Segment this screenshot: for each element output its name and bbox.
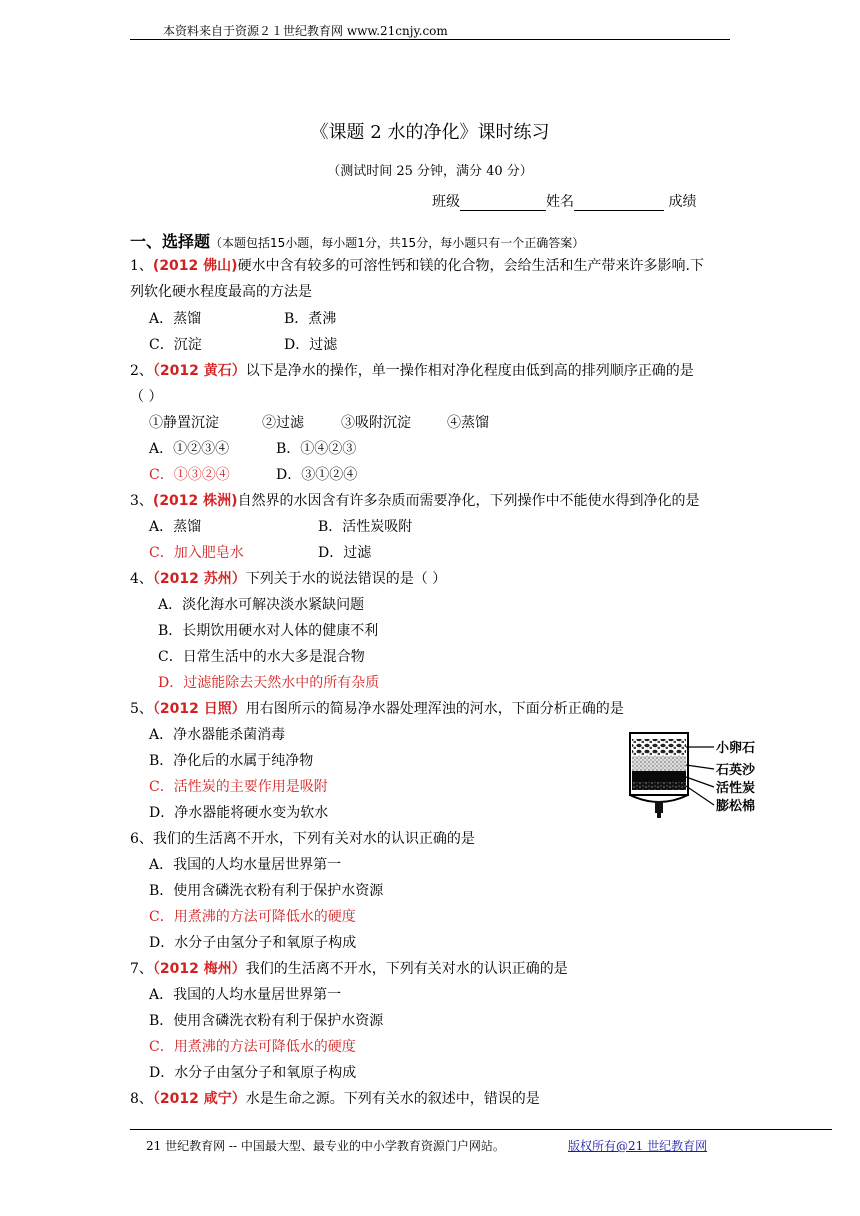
header-rule [130, 39, 730, 40]
q4-option-b: B．长期饮用硬水对人体的健康不利 [158, 623, 379, 639]
q1-number: 1、 [130, 258, 153, 274]
carbon-layer [632, 771, 686, 782]
q1-option-d: D．过滤 [284, 337, 338, 353]
footer-rule [130, 1129, 832, 1130]
question-1 [130, 255, 704, 275]
q6-number: 6、 [130, 831, 153, 847]
q7-option-d: D．水分子由氢分子和氧原子构成 [149, 1065, 357, 1081]
section-title: 一、选择题 [130, 232, 211, 251]
q7-source: （2012 梅州） [152, 961, 246, 977]
footer-copyright-link[interactable]: 版权所有@21 世纪教育网 [568, 1139, 708, 1153]
q5-option-b: B．净化后的水属于纯净物 [149, 753, 314, 769]
q1-text: 硬水中含有较多的可溶性钙和镁的化合物，会给生活和生产带来许多影响.下 [237, 258, 705, 274]
q1-source: (2012 佛山) [152, 258, 238, 274]
cotton-layer [632, 782, 686, 790]
label-sand: 石英沙 [716, 763, 756, 778]
q7-option-b: B．使用含磷洗衣粉有利于保护水资源 [149, 1013, 384, 1029]
label-pebbles: 小卵石 [716, 741, 756, 756]
q4-option-a: A．淡化海水可解决淡水紧缺问题 [158, 597, 365, 613]
q2-option-d: D．③①②④ [276, 467, 358, 483]
score-label: 成绩 [668, 194, 697, 210]
q2-option-c: C．①③②④ [149, 467, 230, 483]
q6-option-a: A．我国的人均水量居世界第一 [149, 857, 342, 873]
page-title: 《课题 2 水的净化》课时练习 [310, 122, 550, 143]
q5-option-c: C．活性炭的主要作用是吸附 [149, 779, 328, 795]
q7-option-a: A．我国的人均水量居世界第一 [149, 987, 342, 1003]
sand-layer [632, 756, 686, 771]
q2-op-3: ③吸附沉淀 [341, 415, 411, 431]
class-blank[interactable] [460, 195, 546, 211]
footer-text: 21 世纪教育网 -- 中国最大型、最专业的中小学教育资源门户网站。 [146, 1139, 505, 1153]
class-label: 班级 [432, 194, 460, 210]
q2-paren: （ ） [130, 389, 163, 405]
q6-option-c: C．用煮沸的方法可降低水的硬度 [149, 909, 356, 925]
q4-number: 4、 [130, 571, 153, 587]
q7-option-c: C．用煮沸的方法可降低水的硬度 [149, 1039, 356, 1055]
q4-text: 下列关于水的说法错误的是（ ） [245, 571, 447, 587]
q4-option-d: D．过滤能除去天然水中的所有杂质 [158, 675, 380, 691]
page-header: 本资料来自于资源２１世纪教育网 www.21cnjy.com [163, 24, 448, 38]
q1-option-a: A．蒸馏 [149, 311, 202, 327]
q3-option-c: C．加入肥皂水 [149, 545, 244, 561]
q3-option-d: D．过滤 [318, 545, 372, 561]
q2-op-4: ④蒸馏 [447, 415, 489, 431]
q2-op-1: ①静置沉淀 [149, 415, 219, 431]
question-5 [130, 698, 624, 718]
outlet-valve [655, 801, 663, 813]
q2-number: 2、 [130, 363, 153, 379]
water-purifier-diagram [620, 725, 780, 840]
water-purifier-figure [620, 725, 780, 840]
question-4 [130, 568, 446, 588]
q1-option-c: C．沉淀 [149, 337, 202, 353]
q6-text: 我们的生活离不开水，下列有关对水的认识正确的是 [152, 831, 475, 847]
name-blank[interactable] [574, 195, 664, 211]
question-2 [130, 360, 694, 380]
q2-option-a: A．①②③④ [149, 441, 230, 457]
section-note: （本题包括15小题，每小题1分，共15分，每小题只有一个正确答案） [210, 236, 585, 250]
question-6 [130, 828, 475, 848]
q7-number: 7、 [130, 961, 153, 977]
q5-option-d: D．净水器能将硬水变为软水 [149, 805, 329, 821]
q2-source: （2012 黄石） [152, 363, 246, 379]
q6-option-d: D．水分子由氢分子和氧原子构成 [149, 935, 357, 951]
q3-source: (2012 株洲) [152, 493, 238, 509]
q5-number: 5、 [130, 701, 153, 717]
q1-text-cont: 列软化硬水程度最高的方法是 [130, 284, 312, 300]
q3-option-a: A．蒸馏 [149, 519, 202, 535]
q8-text: 水是生命之源。下列有关水的叙述中，错误的是 [245, 1091, 540, 1107]
label-cotton: 膨松棉 [716, 799, 756, 814]
q5-text: 用右图所示的简易净水器处理浑浊的河水，下面分析正确的是 [245, 701, 624, 717]
student-info [432, 191, 696, 211]
question-7 [130, 958, 568, 978]
q5-option-a: A．净水器能杀菌消毒 [149, 727, 286, 743]
q5-source: （2012 日照） [152, 701, 246, 717]
label-carbon: 活性炭 [716, 781, 756, 796]
q1-option-b: B．煮沸 [284, 311, 337, 327]
q8-source: （2012 咸宁） [152, 1091, 246, 1107]
page-subtitle: （测试时间 25 分钟，满分 40 分） [327, 164, 533, 179]
q2-op-2: ②过滤 [262, 415, 304, 431]
q8-number: 8、 [130, 1091, 153, 1107]
q6-option-b: B．使用含磷洗衣粉有利于保护水资源 [149, 883, 384, 899]
question-3 [130, 490, 700, 510]
q2-text: 以下是净水的操作，单一操作相对净化程度由低到高的排列顺序正确的是 [245, 363, 694, 379]
q7-text: 我们的生活离不开水，下列有关对水的认识正确的是 [245, 961, 568, 977]
name-label: 姓名 [546, 194, 574, 210]
pebble-layer [632, 739, 686, 756]
section-heading [130, 229, 584, 252]
q3-option-b: B．活性炭吸附 [318, 519, 413, 535]
q4-source: （2012 苏州） [152, 571, 246, 587]
question-8 [130, 1088, 540, 1108]
q4-option-c: C．日常生活中的水大多是混合物 [158, 649, 365, 665]
q2-option-b: B．①④②③ [276, 441, 357, 457]
q3-number: 3、 [130, 493, 153, 509]
q3-text: 自然界的水因含有许多杂质而需要净化，下列操作中不能使水得到净化的是 [237, 493, 700, 509]
